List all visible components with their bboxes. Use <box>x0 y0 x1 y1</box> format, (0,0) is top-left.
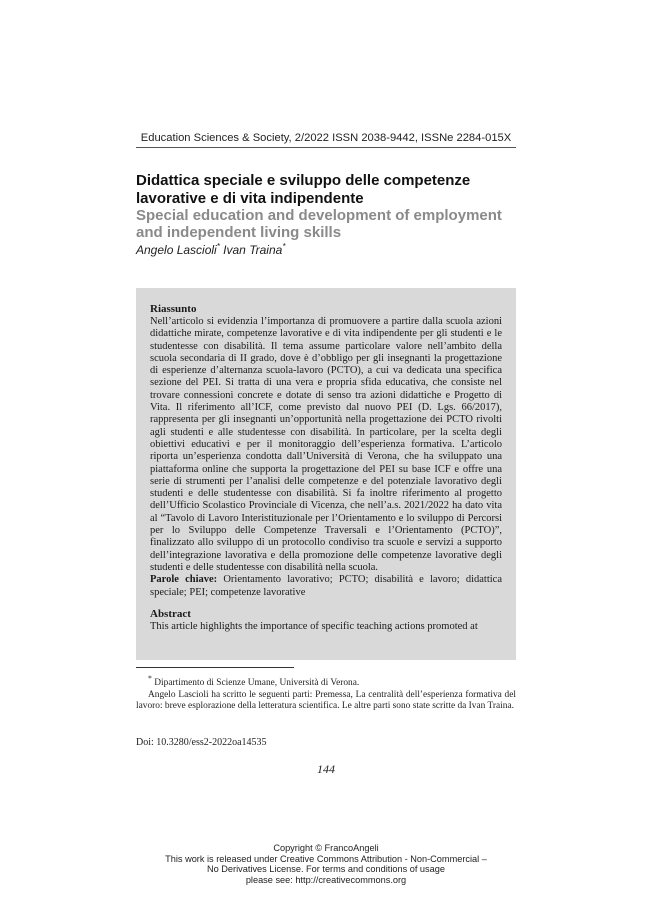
keywords <box>150 574 502 599</box>
footnote-contribution: Angelo Lascioli ha scritto le seguenti parti: Premessa, La centralità dell’esperienza formativa del lavoro: breve esplorazione della letteratura scientifica. Le altre parti sono state scritte da Ivan Traina. <box>136 689 516 712</box>
abstract-text: This article highlights the importance of specific teaching actions promoted at <box>150 620 478 632</box>
abstract-heading: Abstract <box>150 607 191 620</box>
doi: Doi: 10.3280/ess2-2022oa14535 <box>136 737 267 748</box>
header-divider <box>136 147 516 148</box>
license-line: No Derivatives License. For terms and conditions of usage <box>207 864 445 874</box>
author-line <box>136 242 516 257</box>
footnote-affiliation <box>136 673 516 690</box>
abstract-content <box>150 303 502 633</box>
copyright-notice <box>136 843 516 885</box>
author-name: Angelo Lascioli <box>136 243 217 257</box>
author-name: Ivan Traina <box>219 243 283 257</box>
page-number: 144 <box>317 762 335 776</box>
license-link[interactable]: please see: http://creativecommons.org <box>245 874 407 885</box>
footnotes <box>136 673 516 713</box>
license-line: This work is released under Creative Commons Attribution - Non-Commercial – <box>165 853 487 864</box>
riassunto-text: Nell’articolo si evidenzia l’importanza di promuovere a partire dalla scuola azioni didattiche mirate, competenze lavorative e di vita indipendente per gli studenti e le studentesse con disabilità. Il tema assume particolare valore nell’ambito della scuola secondaria di II grado, dove è d’obbligo per gli insegnanti la progettazione di esperienze d’alternanza scuola-lavoro (PCTO), a cui va dedicata una specifica sezione del PEI. Si tratta di una vera e propria sfida educativa, che consiste nel trovare connessioni concrete e dotate di senso tra azioni didattiche e Progetto di Vita. Il riferimento all’ICF, come previsto dal nuovo PEI (D. Lgs. 66/2017), rappresenta per gli insegnanti un’opportunità nella progettazione dei PCTO rivolti agli studenti e alle studentesse con disabilità. In particolare, per la scelta degli obiettivi educativi e per il monitoraggio dell’esperienza formativa. L’articolo riporta un’esperienza condotta dall’Università di Verona, che ha sviluppato una piattaforma online che supporta la progettazione del PEI su base ICF e offre una serie di strumenti per l’analisi delle competenze e del potenziale lavorativo degli studenti e delle studentesse con disabilità. Si fa inoltre riferimento al progetto dell’Ufficio Scolastico Provinciale di Vicenza, che nell’a.s. 2021/2022 ha dato vita al “Tavolo di Lavoro Interistituzionale per l’Orientamento e lo sviluppo di Percorsi per lo Sviluppo delle Competenze Traversali e l’Orientamento (PCTO)”, finalizzato allo sviluppo di un protocollo condiviso tra scuole e servizi a supporto dell’integrazione lavorativa e della promozione delle competenze lavorative degli studenti e delle studentesse con disabilità nella scuola. <box>150 316 502 573</box>
copyright-line: Copyright © FrancoAngeli <box>273 843 379 853</box>
article-title-english: Special education and development of employment and independent living skills <box>136 207 502 241</box>
footnote-marker: * <box>148 674 152 683</box>
riassunto-heading: Riassunto <box>150 303 197 315</box>
affiliation-text: Dipartimento di Scienze Umane, Università di Verona. <box>151 678 360 689</box>
article-title-italian: Didattica speciale e sviluppo delle competenze lavorative e di vita indipendente <box>136 172 471 207</box>
footnote-marker: * <box>216 242 220 251</box>
keywords-label: Parole chiave: <box>150 574 218 586</box>
running-header: Education Sciences & Society, 2/2022 ISSN 2038-9442, ISSNe 2284-015X <box>140 132 512 144</box>
keywords-text: Orientamento lavorativo; PCTO; disabilità e lavoro; didattica speciale; PEI; competenze lavorative <box>150 574 502 598</box>
footnote-divider <box>136 667 294 668</box>
footnote-marker: * <box>282 242 286 251</box>
